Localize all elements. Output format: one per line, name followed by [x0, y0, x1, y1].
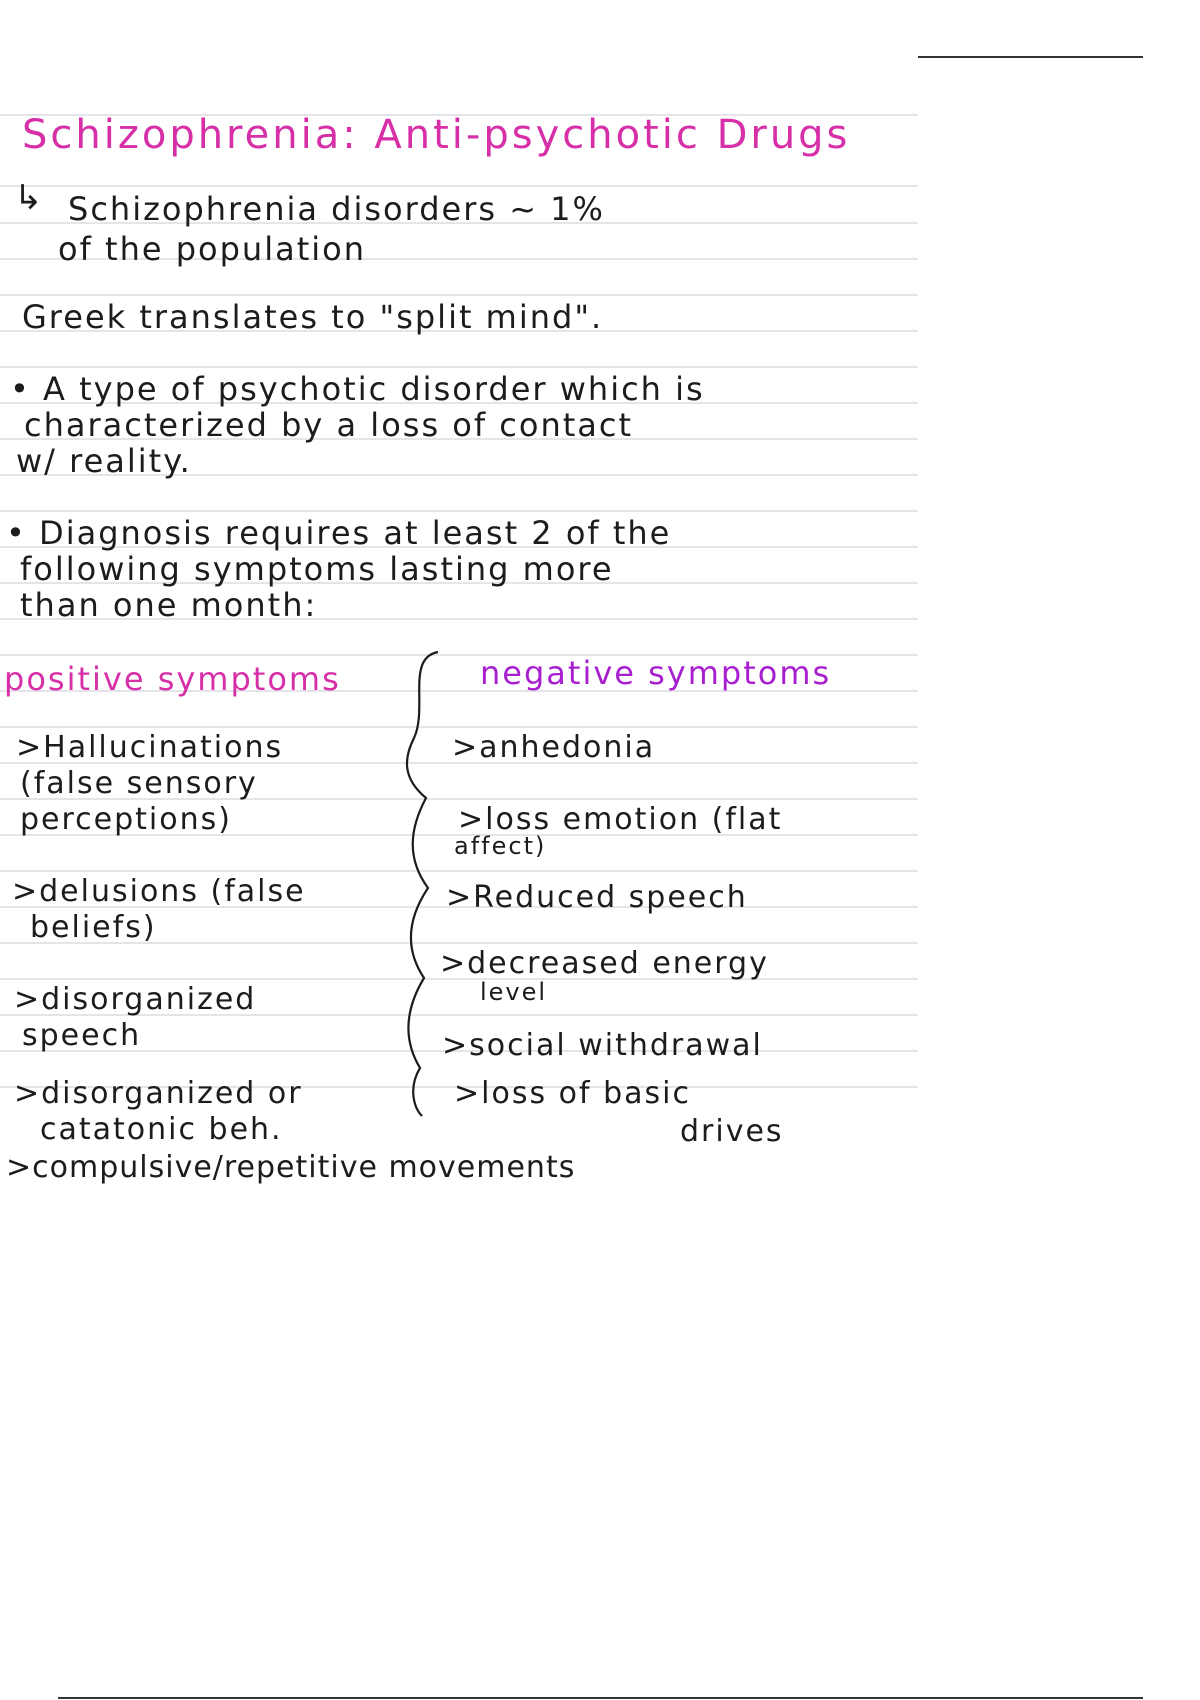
negative-item-line: affect): [454, 832, 547, 860]
diagnosis-line-3: than one month:: [20, 586, 318, 624]
ruled-line: [0, 366, 918, 368]
positive-item-line: >disorganized or: [14, 1076, 303, 1111]
positive-symptoms-heading: positive symptoms: [4, 660, 341, 698]
ruled-line: [0, 510, 918, 512]
page-title: Schizophrenia: Anti-psychotic Drugs: [22, 112, 851, 158]
positive-item-line: perceptions): [20, 802, 232, 837]
positive-item-line: >delusions (false: [12, 874, 306, 909]
greek-translation: Greek translates to "split mind".: [22, 298, 604, 336]
definition-line-2: characterized by a loss of contact: [24, 406, 634, 444]
negative-item-line: >decreased energy: [440, 946, 769, 981]
negative-item-line: >loss of basic: [454, 1076, 691, 1111]
negative-item-line: >social withdrawal: [442, 1028, 763, 1063]
positive-item-line: (false sensory: [20, 766, 258, 801]
positive-item-line: speech: [22, 1018, 142, 1053]
negative-symptoms-heading: negative symptoms: [480, 654, 832, 692]
negative-item-line: >Reduced speech: [446, 880, 748, 915]
positive-item-line: >disorganized: [14, 982, 257, 1017]
ruled-line: [0, 185, 918, 187]
top-rule: [918, 56, 1143, 58]
definition-line-1: • A type of psychotic disorder which is: [10, 370, 705, 408]
definition-line-3: w/ reality.: [16, 442, 192, 480]
ruled-line: [0, 870, 918, 872]
ruled-line: [0, 294, 918, 296]
negative-item-line: >loss emotion (flat: [458, 802, 783, 837]
intro-line-2: of the population: [58, 230, 366, 268]
positive-item-line: catatonic beh.: [40, 1112, 283, 1147]
intro-line-1: Schizophrenia disorders ~ 1%: [68, 190, 605, 228]
negative-item-line: >anhedonia: [452, 730, 656, 765]
positive-item-line: >compulsive/repetitive movements: [6, 1150, 576, 1185]
negative-item-line: drives: [680, 1114, 784, 1149]
positive-item-line: beliefs): [30, 910, 157, 945]
positive-item-line: >Hallucinations: [16, 730, 284, 765]
diagnosis-line-2: following symptoms lasting more: [20, 550, 614, 588]
bottom-rule: [58, 1697, 1143, 1699]
ruled-line: [0, 726, 918, 728]
negative-item-line: level: [480, 978, 548, 1006]
arrow-icon: ↳: [14, 178, 45, 218]
diagnosis-line-1: • Diagnosis requires at least 2 of the: [6, 514, 672, 552]
